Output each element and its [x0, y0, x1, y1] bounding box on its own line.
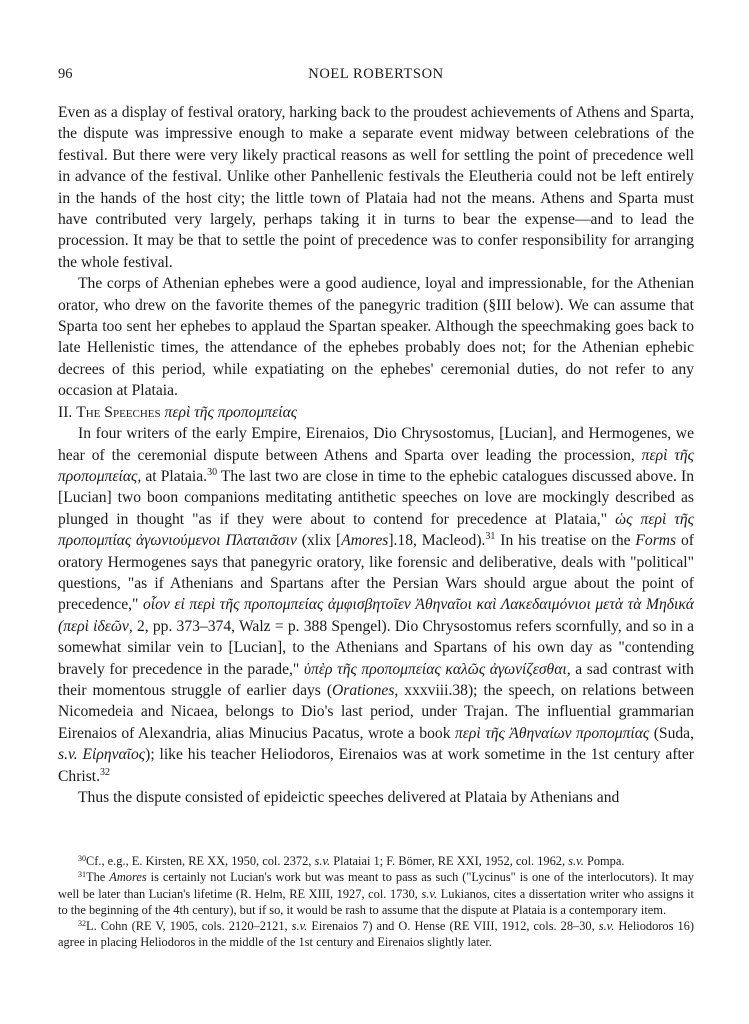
text-run: The last two are close in time to the ephebic catalogues discussed above. In [Lucian] two boon companions meditating antithetic speeches on love are mockingly described as plunged in thought "as if they were about to contend for precedence at Plataia,"	[58, 467, 694, 528]
footnote-number: 32	[78, 919, 86, 929]
greek-run: περὶ τῆς Ἀθηναίων προπομπίας	[454, 724, 650, 742]
footnote-number: 31	[78, 870, 86, 880]
text-run: Cf., e.g., E. Kirsten, RE XX, 1950, col. 2372,	[86, 854, 312, 868]
section-greek: περὶ τῆς προπομπείας	[164, 403, 298, 421]
text-run: at Plataia.	[145, 467, 208, 485]
italic-run: s.v.	[421, 886, 438, 901]
paragraph-2: The corps of Athenian ephebes were a good audience, loyal and impressionable, for the Athenian orator, who drew on the favorite themes of the panegyric tradition (§III below). We can assume that Sparta too sent her ephebes to applaud the Spartan speaker. Although the speechmaking goes back to late Hellenistic times, the attendance of the ephebes probably does not; for the Athenian ephebic decrees of this period, while expatiating on the ephebes' ceremonial duties, do not refer to any occasion at Plataia.	[58, 275, 694, 400]
footnote-number: 30	[78, 854, 86, 863]
running-head: NOEL ROBERTSON	[308, 66, 444, 82]
italic-run: s.v.	[291, 919, 308, 934]
page	[58, 66, 694, 808]
greek-run: ὡς περὶ τῆς προπομπίας ἀγωνιούμενοι Πλαταιᾶσιν	[58, 510, 694, 550]
paragraph-4: Thus the dispute consisted of epideictic speeches delivered at Plataia by Athenians and	[78, 789, 620, 806]
text-run: (xlix	[301, 532, 332, 550]
text-run: a sad contrast with their momentous struggle of earlier days (	[58, 660, 694, 699]
text-run: Pompa.	[586, 854, 625, 868]
text-run: Plataiai 1; F. Bömer, RE XXI, 1952, col. 1962,	[333, 854, 566, 868]
page-header	[58, 66, 694, 88]
footnote-ref-32: 32	[100, 766, 111, 778]
text-run: L. Cohn (RE V, 1905, cols. 2120–2121,	[86, 919, 288, 934]
text-run: is certainly not Lucian's work but was meant to pass as such ("Lycinus" is one of the interlocutors). It may well be later than Lucian's lifetime (R. Helm, RE XIII, 1927, col. 1730,	[58, 870, 694, 901]
text-run: ); like his teacher Heliodoros, Eirenaios was at work sometime in the 1st century after Christ.	[58, 746, 694, 785]
italic-run: Orationes	[332, 681, 395, 699]
greek-run: ὑπὲρ τῆς προπομπείας καλῶς ἀγωνίζεσθαι,	[303, 660, 571, 678]
text-run: ].18, Macleod).	[388, 532, 486, 550]
footnote-ref-30: 30	[207, 466, 218, 478]
footnote-30	[58, 853, 694, 869]
text-run: Heliodoros 16) agree in placing Heliodoros in the middle of the 1st century and Eirenaios slightly later.	[58, 919, 694, 950]
italic-run: Forms	[635, 532, 677, 550]
footnote-ref-31: 31	[485, 531, 496, 543]
text-run: , xxxviii.38); the speech, on relations between Nicomedeia and Nicaea, belongs to Dio's last period, under Trajan. The influential grammarian Eirenaios of Alexandria, alias Minucius Pacatus, wrote a book	[58, 681, 694, 742]
body-text	[58, 102, 694, 808]
footnotes	[58, 853, 694, 951]
text-run: 2, pp. 373–374, Walz = p. 388 Spengel). Dio Chrysostomus refers scornfully, and so in a somewhat similar vein to [Lucian], to the Athenians and Spartans of his own day as "contending bravely for precedence in the parade,"	[58, 617, 694, 678]
footnote-32	[58, 918, 694, 951]
text-run: In four writers of the early Empire, Eirenaios, Dio Chrysostomus, [Lucian], and Hermogenes, we hear of the ceremonial dispute between Athens and Sparta over leading the procession,	[58, 425, 694, 464]
section-heading	[58, 402, 694, 423]
text-run: In his treatise on the	[500, 532, 631, 550]
text-run: Eirenaios 7) and O. Hense (RE VIII, 1912, cols. 28–30,	[311, 919, 595, 934]
text-run: Lukianos, cites a dissertation writer who assigns it to the beginning of the 4th century), but if so, it would be rash to assume that the dispute at Plataia is a contemporary item.	[58, 886, 694, 917]
italic-run: s.v.	[58, 746, 78, 764]
greek-run: Εἰρηναῖος	[82, 746, 146, 764]
text-run: of oratory Hermogenes says that panegyric oratory, like forensic and deliberative, deals with "political" questions, "as if Athenians and Spartans after the Persian Wars should argue about the point of precedence,"	[58, 532, 694, 614]
italic-run: s.v.	[598, 919, 615, 934]
greek-run: οἷον εἰ περὶ τῆς προπομπείας ἀμφισβητοῖεν Ἀθηναῖοι καὶ Λακεδαιμόνιοι μετὰ τὰ Μηδικά (περὶ ἰδεῶν,	[58, 596, 694, 635]
text-run: (Suda,	[653, 724, 694, 742]
paragraph-3: In four writers of the early Empire, Eirenaios, Dio Chrysostomus, [Lucian], and Hermogenes, we hear of the ceremonial dispute between Athens and Sparta over leading the procession, περὶ τῆς προπομπείας, at Plataia.$^{30}$ The last two are close in time to the ephebic catalogues discussed above. In [Lucian] two boon companions meditating antithetic speeches on love are mockingly described as plunged in thought "as if they were about to contend for precedence at Plataia," ὡς περὶ τῆς προπομπίας ἀγωνιούμενοι Πλαταιᾶσιν (xlix [Amores].18, Macleod).$^{31}$ In his treatise on the Forms of oratory Hermogenes says that panegyric oratory, like forensic and deliberative, deals with "political" questions, "as if Athenians and Spartans after the Persian Wars should argue about the point of precedence," οἷον εἰ περὶ τῆς προπομπείας ἀμφισβητοῖεν Ἀθηναῖοι καὶ Λακεδαιμόνιοι μετὰ τὰ Μηδικά (περὶ ἰδεῶν, 2, pp. 373–374, Walz = p. 388 Spengel). Dio Chrysostomus refers scornfully, and so in a somewhat similar vein to [Lucian], to the Athenians and Spartans of his own day as "contending bravely for precedence in the parade," ὑπὲρ τῆς προπομπείας καλῶς ἀγωνίζεσθαι, a sad contrast with their momentous struggle of earlier days (Orationes, xxxviii.38); the speech, on relations between Nicomedeia and Nicaea, belongs to Dio's last period, under Trajan. The influential grammarian Eirenaios of Alexandria, alias Minucius Pacatus, wrote a book περὶ τῆς Ἀθηναίων προπομπίας (Suda, s.v. Εἰρηναῖος); like his teacher Heliodoros, Eirenaios was at work sometime in the 1st century after Christ.$^{32}$	[58, 425, 694, 785]
section-title: The Speeches	[76, 403, 161, 421]
italic-run: Amores	[109, 870, 147, 885]
text-run: The	[86, 870, 106, 885]
italic-run: s.v.	[568, 854, 584, 868]
paragraph-1: Even as a display of festival oratory, harking back to the proudest achievements of Athens and Sparta, the dispute was impressive enough to make a separate event midway between celebrations of the festival. But there were very likely practical reasons as well for settling the point of precedence well in advance of the festival. Unlike other Panhellenic festivals the Eleutheria could not be left entirely in the hands of the host city; the little town of Plataia had not the means. Athens and Sparta must have contributed very largely, perhaps taking it in turns to bear the expense—and to lead the procession. It may be that to settle the point of precedence was to confer responsibility for arranging the whole festival.	[58, 104, 694, 271]
section-number: II.	[58, 403, 73, 421]
footnote-31	[58, 869, 694, 918]
italic-run: Amores	[341, 532, 389, 550]
greek-run: περὶ τῆς προπομπείας,	[58, 446, 694, 485]
page-number: 96	[58, 66, 73, 82]
italic-run: s.v.	[314, 854, 331, 868]
